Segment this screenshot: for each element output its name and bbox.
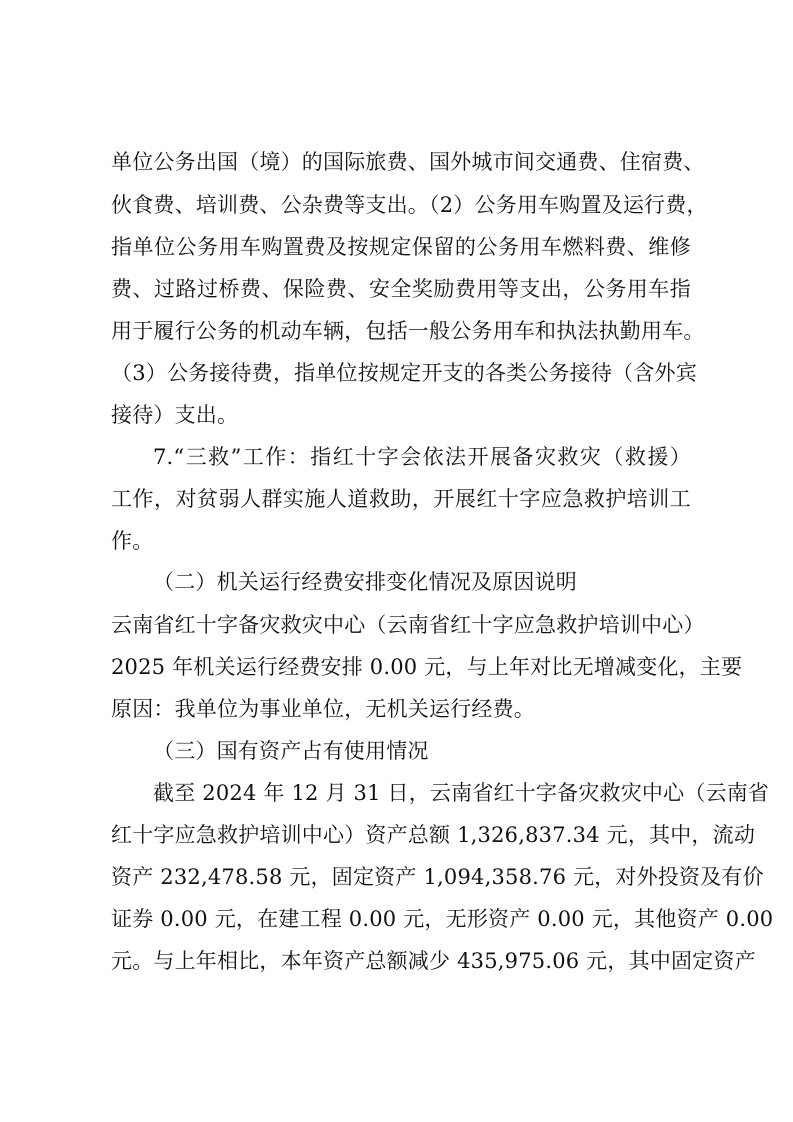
paragraph-line: 伙食费、培训费、公杂费等支出。（2）公务用车购置及运行费，: [111, 193, 708, 217]
paragraph-line: 指单位公务用车购置费及按规定保留的公务用车燃料费、维修: [111, 235, 691, 259]
paragraph-line: 截至 2024 年 12 月 31 日，云南省红十字备灾救灾中心（云南省: [153, 781, 770, 805]
paragraph-line: 用于履行公务的机动车辆，包括一般公务用车和执法执勤用车。: [111, 319, 705, 343]
paragraph-line: 红十字应急救护培训中心）资产总额 1,326,837.34 元，其中，流动: [111, 823, 756, 847]
paragraph-line: 资产 232,478.58 元，固定资产 1,094,358.76 元，对外投资及有价: [111, 865, 764, 889]
paragraph-line: 云南省红十字备灾救灾中心（云南省红十字应急救护培训中心）: [111, 613, 705, 637]
paragraph-line: 接待）支出。: [111, 403, 239, 427]
paragraph-line: 工作，对贫弱人群实施人道救助，开展红十字应急救护培训工: [111, 487, 691, 511]
paragraph-line: 2025 年机关运行经费安排 0.00 元，与上年对比无增减变化，主要: [111, 655, 743, 679]
paragraph-line: 元。与上年相比，本年资产总额减少 435,975.06 元，其中固定资产: [111, 949, 756, 973]
paragraph-line: 证券 0.00 元，在建工程 0.00 元，无形资产 0.00 元，其他资产 0.00: [111, 907, 774, 931]
paragraph-line: 作。: [111, 529, 154, 553]
paragraph-line: 原因：我单位为事业单位，无机关运行经费。: [111, 697, 535, 721]
paragraph-line: 单位公务出国（境）的国际旅费、国外城市间交通费、住宿费、: [111, 150, 705, 174]
paragraph-line: 7.“三救”工作：指红十字会依法开展备灾救灾（救援）: [153, 445, 691, 469]
section-heading: （二）机关运行经费安排变化情况及原因说明: [153, 570, 577, 594]
paragraph-line: 费、过路过桥费、保险费、安全奖励费用等支出，公务用车指: [111, 277, 691, 301]
section-heading: （三）国有资产占有使用情况: [153, 739, 429, 763]
paragraph-line: （3）公务接待费，指单位按规定开支的各类公务接待（含外宾: [111, 361, 697, 385]
